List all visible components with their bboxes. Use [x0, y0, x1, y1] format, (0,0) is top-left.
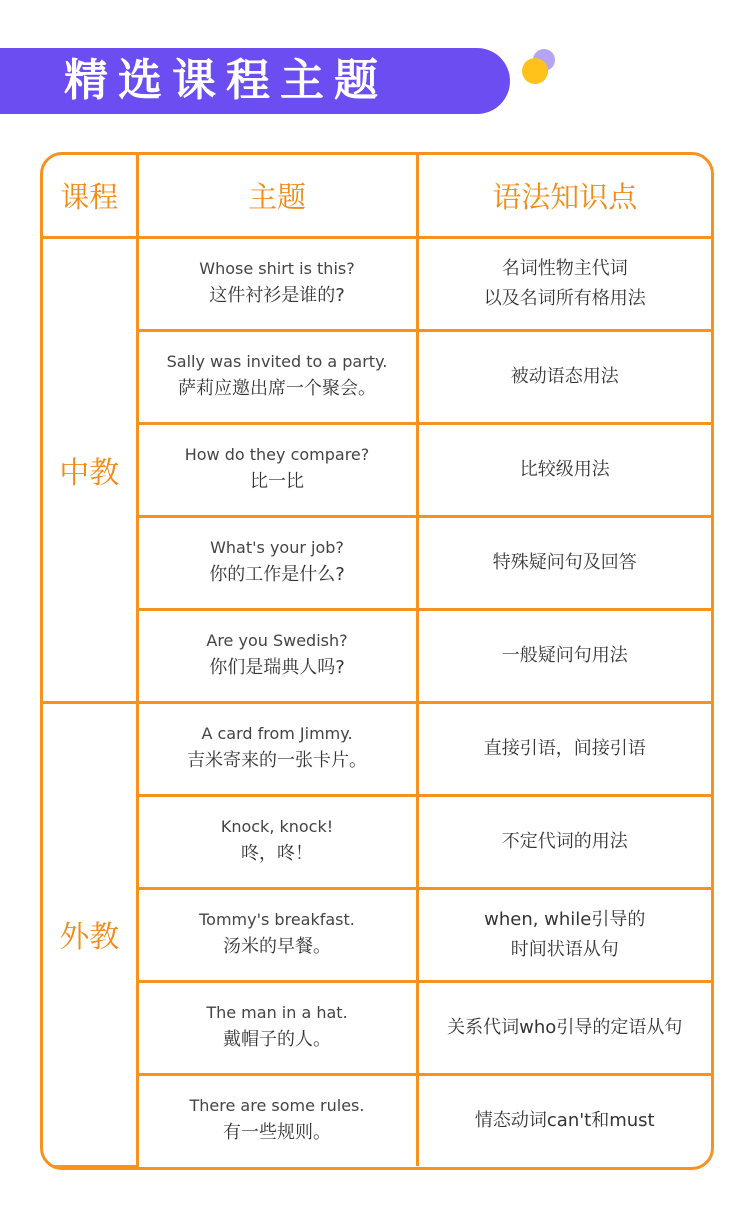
topic-cell [137, 703, 417, 796]
grammar-cell [417, 703, 711, 796]
topic-english: Sally was invited to a party. [166, 352, 388, 371]
topic-english: Tommy's breakfast. [199, 910, 355, 929]
grammar-line: 特殊疑问句及回答 [492, 552, 637, 573]
topic-english: Are you Swedish? [206, 631, 348, 650]
table-row [43, 331, 711, 424]
grammar-cell [417, 331, 711, 424]
course-topic-table [40, 152, 714, 1170]
topic-chinese: 这件衬衫是谁的? [209, 285, 345, 306]
title-banner [0, 48, 510, 114]
grammar-cell [417, 610, 711, 703]
grammar-cell [417, 796, 711, 889]
group-label-foreign-teacher: 外教 [43, 703, 137, 1167]
grammar-line: 比较级用法 [519, 459, 610, 480]
topic-english: How do they compare? [184, 445, 370, 464]
topic-english: Whose shirt is this? [199, 259, 355, 278]
table-row [43, 703, 711, 796]
decorative-yellow-dot [522, 58, 548, 84]
grammar-line: 一般疑问句用法 [501, 645, 628, 666]
topic-cell [137, 238, 417, 331]
table-header-row [43, 155, 711, 238]
topic-chinese: 戴帽子的人。 [223, 1029, 331, 1050]
table-row [43, 424, 711, 517]
topic-cell [137, 889, 417, 982]
table-row [43, 238, 711, 331]
grammar-cell [417, 1075, 711, 1167]
grammar-line: 直接引语，间接引语 [483, 738, 646, 759]
grammar-line: 关系代词who引导的定语从句 [447, 1017, 683, 1038]
header-topic: 主题 [137, 155, 417, 238]
topic-chinese: 咚，咚！ [241, 843, 313, 864]
topic-cell [137, 1075, 417, 1167]
topic-english: There are some rules. [189, 1096, 365, 1115]
grammar-cell [417, 424, 711, 517]
topic-english: What's your job? [210, 538, 344, 557]
topic-chinese: 比一比 [250, 471, 304, 492]
grammar-cell [417, 889, 711, 982]
topic-chinese: 有一些规则。 [223, 1122, 331, 1143]
grammar-line: 不定代词的用法 [501, 831, 628, 852]
page-title: 精选课程主题 [64, 55, 388, 106]
grammar-line: 时间状语从句 [510, 939, 619, 960]
topic-cell [137, 796, 417, 889]
grammar-line: 情态动词can't和must [474, 1110, 655, 1131]
topic-english: A card from Jimmy. [201, 724, 353, 743]
table-row [43, 517, 711, 610]
table-row [43, 982, 711, 1075]
topic-cell [137, 610, 417, 703]
topic-chinese: 吉米寄来的一张卡片。 [187, 750, 367, 771]
header-course: 课程 [43, 155, 137, 238]
topic-chinese: 你的工作是什么? [209, 564, 345, 585]
topic-cell [137, 982, 417, 1075]
grammar-cell [417, 982, 711, 1075]
topic-english: The man in a hat. [206, 1003, 348, 1022]
topic-chinese: 汤米的早餐。 [223, 936, 331, 957]
table-row [43, 1075, 711, 1167]
topic-english: Knock, knock! [220, 817, 334, 836]
grammar-cell [417, 238, 711, 331]
grammar-line: 以及名词所有格用法 [483, 288, 646, 309]
topic-chinese: 萨莉应邀出席一个聚会。 [178, 378, 376, 399]
grammar-line: 被动语态用法 [510, 366, 619, 387]
grammar-line: when, while引导的 [484, 909, 646, 930]
topic-chinese: 你们是瑞典人吗? [209, 657, 345, 678]
table-row [43, 889, 711, 982]
topic-cell [137, 331, 417, 424]
group-label-chinese-teacher: 中教 [43, 238, 137, 703]
table-row [43, 610, 711, 703]
grammar-line: 名词性物主代词 [501, 258, 628, 279]
grammar-cell [417, 517, 711, 610]
topic-cell [137, 424, 417, 517]
table-row [43, 796, 711, 889]
topic-cell [137, 517, 417, 610]
header-grammar: 语法知识点 [417, 155, 711, 238]
